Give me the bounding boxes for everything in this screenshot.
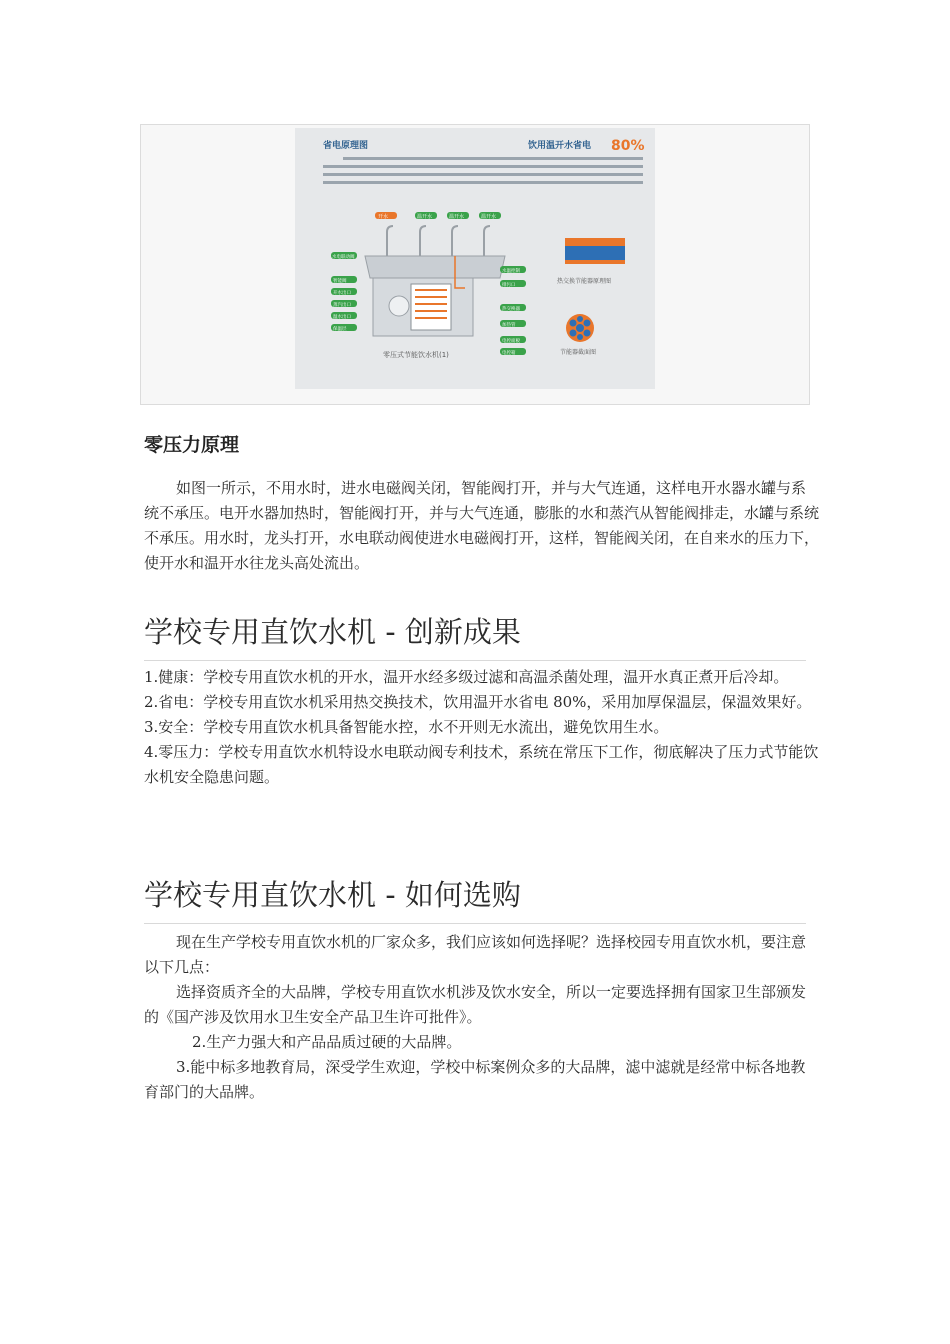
left-label-2: 智能阀 (333, 279, 347, 284)
left-label-6: 保温层 (333, 327, 347, 332)
left-label-3: 开水出口 (333, 291, 351, 296)
right-label-4: 加热管 (502, 323, 516, 328)
right-label-6: 电控箱 (502, 351, 516, 356)
buying-point-2: 2.生产力强大和产品品质过硬的大品牌。 (192, 1033, 462, 1051)
right-label-3: 热交换器 (502, 307, 520, 312)
buying-intro: 现在生产学校专用直饮水机的厂家众多，我们应该如何选择呢？选择校园专用直饮水机，要注意以下几点： (144, 933, 807, 976)
outlet-label-3: 温开水 (449, 214, 465, 220)
list-item: 4.零压力：学校专用直饮水机特设水电联动阀专利技术，系统在常压下工作，彻底解决了压力式节能饮水机安全隐患问题。 (144, 743, 819, 786)
left-label-5: 温水出口 (333, 315, 351, 320)
buying-heading: 学校专用直饮水机 - 如何选购 (144, 875, 806, 924)
right-label-5: 电控面板 (502, 339, 520, 344)
zero-pressure-heading: 零压力原理 (144, 434, 240, 456)
left-label-1: 水电联动阀 (332, 255, 355, 260)
innovation-heading: 学校专用直饮水机 - 创新成果 (144, 612, 806, 661)
buying-point-3: 3.能中标多地教育局，深受学生欢迎，学校中标案例众多的大品牌，滤中滤就是经常中标各地教育部门的大品牌。 (144, 1058, 806, 1101)
outlet-label-4: 温开水 (481, 214, 497, 220)
diagram-title-pct: 80% (611, 138, 645, 154)
buying-point-1: 选择资质齐全的大品牌，学校专用直饮水机涉及饮水安全，所以一定要选择拥有国家卫生部颁发的《国产涉及饮用水卫生安全产品卫生许可批件》。 (144, 983, 807, 1026)
caption-cross: 节能器截面图 (560, 349, 597, 356)
energy-saving-diagram (295, 128, 655, 389)
diagram-title-left: 省电原理图 (323, 141, 369, 151)
outlet-label-2: 温开水 (417, 214, 433, 220)
right-label-2: 排污口 (502, 283, 516, 288)
diagram-title-right: 饮用温开水省电 (528, 141, 592, 151)
list-item: 3.安全：学校专用直饮水机具备智能水控，水不开则无水流出，避免饮用生水。 (144, 718, 669, 736)
outlet-label-1: 开水 (378, 214, 389, 220)
left-label-4: 蒸汽出口 (333, 303, 351, 308)
caption-main: 零压式节能饮水机(1) (383, 351, 449, 359)
list-item: 2.省电：学校专用直饮水机采用热交换技术，饮用温开水省电 80%，采用加厚保温层，保温效果好。 (144, 693, 812, 711)
right-label-1: 水温控制 (502, 269, 520, 274)
caption-hx: 热交换节能器原理图 (557, 278, 612, 285)
list-item: 1.健康：学校专用直饮水机的开水，温开水经多级过滤和高温杀菌处理，温开水真正煮开后冷却。 (144, 668, 789, 686)
innovation-list (144, 665, 820, 790)
zero-pressure-paragraph: 如图一所示，不用水时，进水电磁阀关闭，智能阀打开，并与大气连通，这样电开水器水罐与系统不承压。电开水器加热时，智能阀打开，并与大气连通，膨胀的水和蒸汽从智能阀排走，水罐与系统不承压。用水时，龙头打开，水电联动阀使进水电磁阀打开，这样，智能阀关闭，在自来水的压力下，使开水和温开水往龙头高处流出。 (144, 479, 820, 572)
